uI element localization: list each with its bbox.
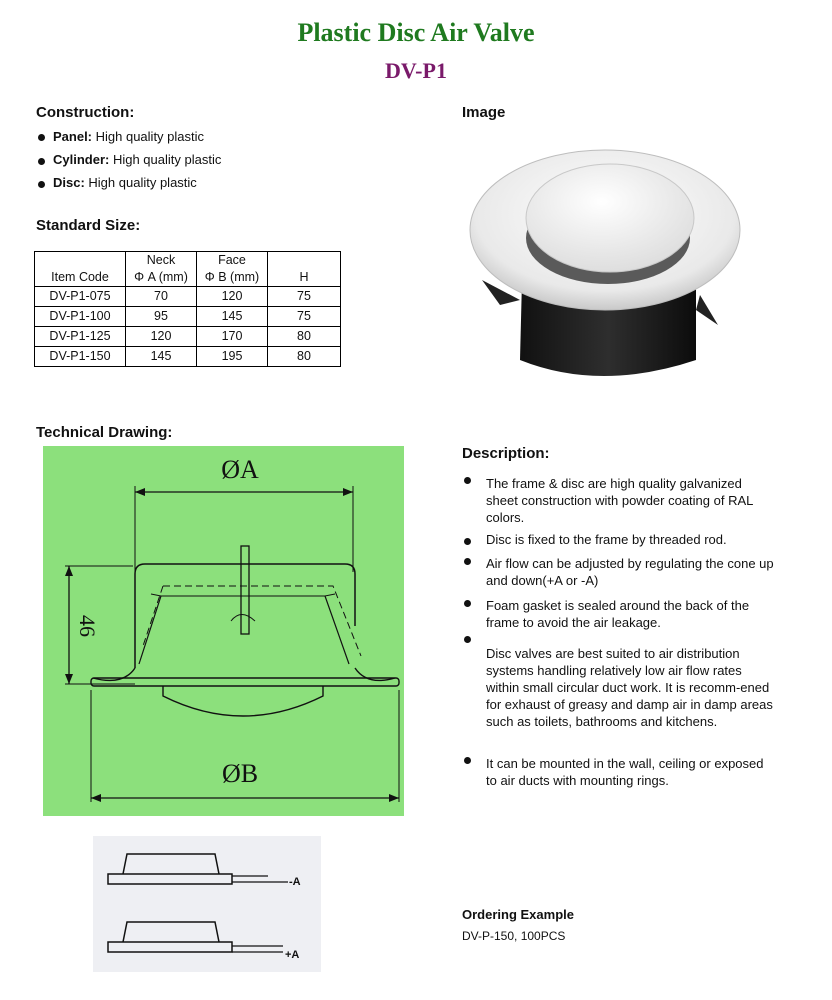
ordering-heading: Ordering Example: [462, 907, 574, 922]
table-cell: 120: [126, 327, 197, 347]
bullet-icon: [464, 538, 471, 545]
label-h: 46: [75, 615, 100, 637]
label-minus-a: -A: [289, 876, 301, 888]
construction-heading: Construction:: [36, 104, 135, 121]
cone-hole: [231, 615, 255, 622]
threaded-rod: [241, 546, 249, 634]
table-cell: 145: [197, 307, 268, 327]
table-header-cell: Face: [197, 252, 268, 270]
model-code: DV-P1: [385, 58, 447, 83]
valve-minus-plate: [108, 874, 232, 884]
construction-item: Disc: High quality plastic: [53, 175, 197, 190]
description-item: Foam gasket is sealed around the back of the frame to avoid the air leakage.: [486, 598, 750, 630]
label-a: ØA: [221, 455, 259, 484]
description-item: Air flow can be adjusted by regulating the cone up and down(+A or -A): [486, 556, 774, 588]
table-row: [35, 347, 341, 367]
table-cell: DV-P1-150: [35, 347, 126, 367]
table-row: [35, 287, 341, 307]
cylinder-outline: [135, 564, 355, 626]
product-photo: [460, 130, 750, 400]
table-cell: 80: [268, 327, 341, 347]
adjustment-drawing: [93, 836, 321, 972]
bullet-icon: [464, 477, 471, 484]
page-title: Plastic Disc Air Valve: [297, 18, 535, 47]
table-row: [35, 307, 341, 327]
cone-line: [151, 594, 335, 596]
table-header-cell: Neck: [126, 252, 197, 270]
image-heading: Image: [462, 104, 506, 121]
bullet-icon: [464, 558, 471, 565]
table-header-cell: [35, 252, 126, 270]
table-cell: 170: [197, 327, 268, 347]
valve-plus-plate: [108, 942, 232, 952]
table-header-cell: Φ B (mm): [197, 269, 268, 287]
cone-hidden-line: [143, 586, 163, 646]
description-item: Disc valves are best suited to air distribution systems handling relatively low air flow rates within small circular duct work. It is recomm-ened for exhaust of greasy and damp air in damp areas such as toilets, bathrooms and kitchens.: [486, 646, 773, 729]
description-item: It can be mounted in the wall, ceiling or exposed to air ducts with mounting rings.: [486, 756, 764, 788]
table-cell: 70: [126, 287, 197, 307]
table-cell: 145: [126, 347, 197, 367]
bullet-icon: [38, 181, 45, 188]
description-item: The frame & disc are high quality galvanized sheet construction with powder coating of RAL colors.: [486, 476, 753, 525]
ordering-text: DV-P-150, 100PCS: [462, 929, 566, 943]
technical-drawing-heading: Technical Drawing:: [36, 424, 173, 441]
construction-item: Panel: High quality plastic: [53, 129, 205, 144]
construction-item: Cylinder: High quality plastic: [53, 152, 222, 167]
label-b: ØB: [221, 759, 259, 788]
adjustment-drawing-panel: [93, 836, 321, 972]
standard-size-heading: Standard Size:: [36, 217, 141, 234]
table-cell: 75: [268, 287, 341, 307]
table-cell: 80: [268, 347, 341, 367]
disc-outline: [163, 686, 323, 716]
table-row: [35, 327, 341, 347]
table-cell: 95: [126, 307, 197, 327]
cone-line: [139, 596, 349, 664]
bullet-icon: [38, 158, 45, 165]
table-header-cell: Item Code: [35, 269, 126, 287]
table-header-cell: Φ A (mm): [126, 269, 197, 287]
table-cell: DV-P1-075: [35, 287, 126, 307]
size-table: [34, 251, 341, 367]
technical-drawing: [43, 446, 404, 816]
mounting-clip: [696, 295, 718, 325]
valve-plus-body: [123, 922, 219, 942]
technical-drawing-panel: [43, 446, 404, 816]
disc-shape: [526, 164, 694, 272]
bullet-icon: [38, 134, 45, 141]
table-cell: 75: [268, 307, 341, 327]
description-item: Disc is fixed to the frame by threaded rod.: [486, 532, 727, 547]
table-header-row: [35, 269, 341, 287]
table-cell: DV-P1-100: [35, 307, 126, 327]
table-cell: 195: [197, 347, 268, 367]
table-cell: DV-P1-125: [35, 327, 126, 347]
table-cell: 120: [197, 287, 268, 307]
table-header-cell: [268, 252, 341, 270]
bullet-icon: [464, 600, 471, 607]
description-heading: Description:: [462, 445, 550, 462]
table-header-cell: H: [268, 269, 341, 287]
valve-minus-body: [123, 854, 219, 874]
bullet-icon: [464, 757, 471, 764]
label-plus-a: +A: [285, 949, 300, 961]
bullet-icon: [464, 636, 471, 643]
face-plate: [91, 678, 399, 686]
table-header-row: [35, 252, 341, 270]
